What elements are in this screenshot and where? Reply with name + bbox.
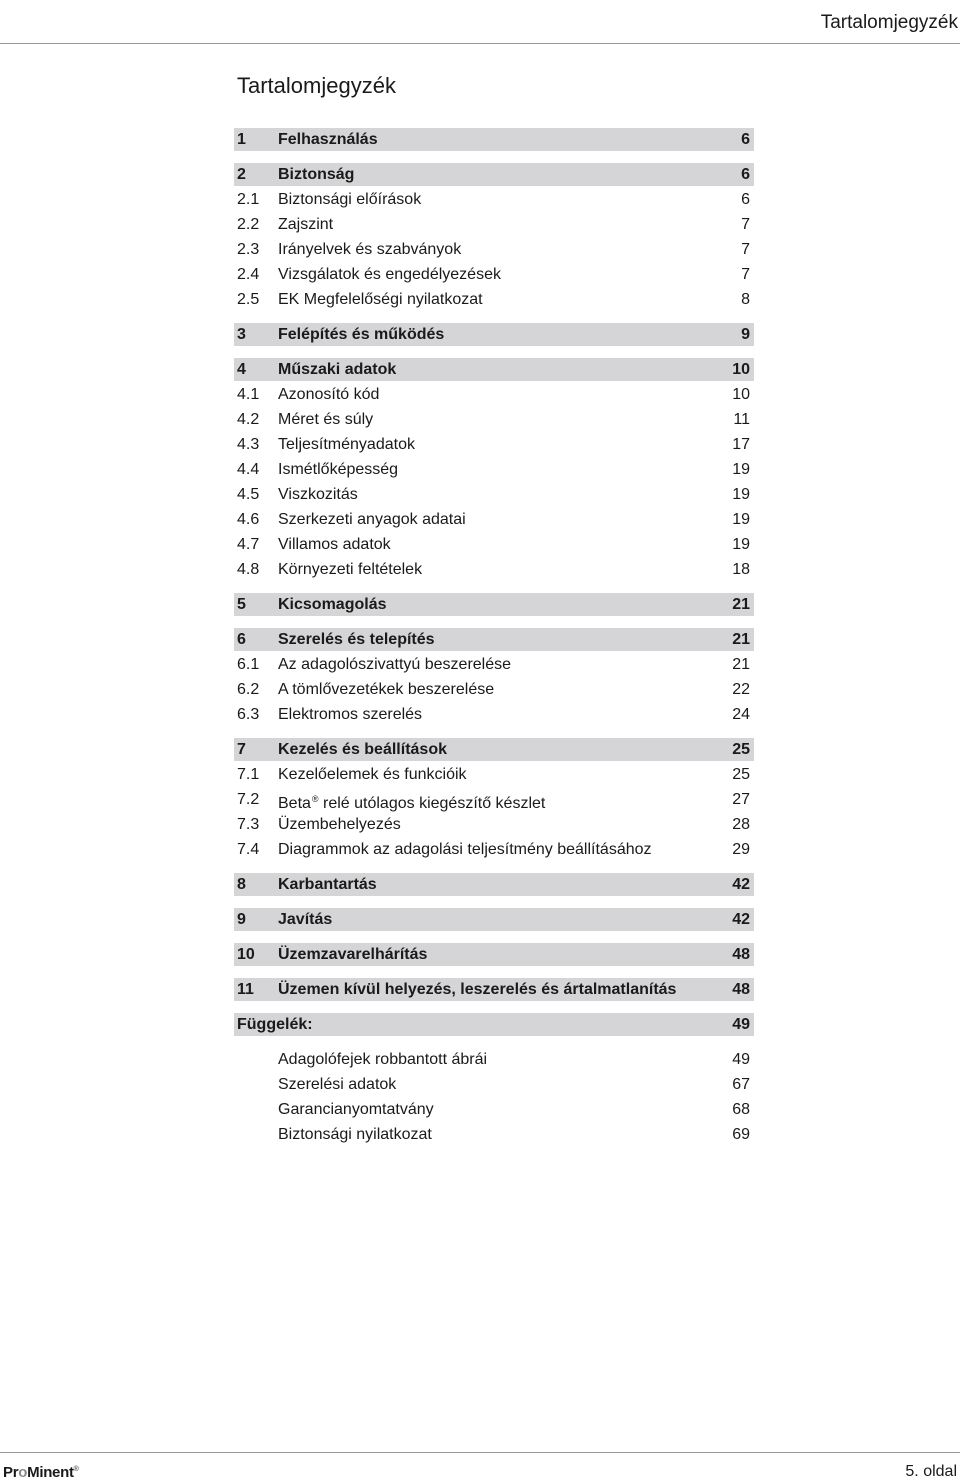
toc-entry-number: 4.4 <box>237 461 260 478</box>
toc-entry-label <box>278 508 466 531</box>
toc-entry-page: 6 <box>741 131 750 148</box>
toc-entry-label <box>278 323 444 346</box>
toc-entry-number: 4.1 <box>237 386 260 403</box>
toc-entry-label-text: Adagolófejek robbantott ábrái <box>278 1051 488 1068</box>
toc-entry-number: 7.1 <box>237 766 260 783</box>
toc-entry-number: 2.4 <box>237 266 260 283</box>
toc-section-row[interactable] <box>234 653 754 676</box>
toc-section-row[interactable] <box>234 238 754 261</box>
toc-chapter-row[interactable] <box>234 128 754 151</box>
toc-entry-label <box>278 943 427 966</box>
toc-entry-page: 49 <box>732 1016 750 1033</box>
toc-entry-page: 42 <box>732 911 750 928</box>
toc-chapter-row[interactable] <box>234 358 754 381</box>
toc-entry-label <box>278 483 358 506</box>
toc-entry-number: 6.1 <box>237 656 260 673</box>
toc-entry-label <box>278 813 401 836</box>
toc-entry-page: 67 <box>732 1076 750 1093</box>
toc-chapter-row[interactable] <box>234 1013 754 1036</box>
toc-chapter-row[interactable] <box>234 978 754 1001</box>
toc-entry-label-text: Felépítés és működés <box>278 326 445 343</box>
toc-entry-number: 4.8 <box>237 561 260 578</box>
toc-section-row[interactable] <box>234 383 754 406</box>
footer-divider <box>0 1452 960 1453</box>
toc-entry-number: 2 <box>237 166 246 183</box>
toc-entry-label-text: Elektromos szerelés <box>278 706 423 723</box>
toc-entry-number: 6 <box>237 631 246 648</box>
toc-entry-number: 7.2 <box>237 791 260 808</box>
toc-section-row[interactable] <box>234 1098 754 1121</box>
toc-entry-label <box>278 238 461 261</box>
toc-entry-number: 1 <box>237 131 246 148</box>
toc-entry-number: 7.4 <box>237 841 260 858</box>
toc-section-row[interactable] <box>234 213 754 236</box>
toc-entry-label-text: Függelék: <box>237 1016 313 1033</box>
toc-entry-label <box>278 288 483 311</box>
toc-chapter-row[interactable] <box>234 593 754 616</box>
toc-entry-label-text: Szerkezeti anyagok adatai <box>278 511 466 528</box>
toc-entry-page: 7 <box>741 216 750 233</box>
toc-entry-number: 7 <box>237 741 246 758</box>
toc-entry-label <box>278 558 422 581</box>
toc-entry-page: 21 <box>732 631 750 648</box>
toc-chapter-row[interactable] <box>234 873 754 896</box>
toc-entry-page: 17 <box>732 436 750 453</box>
toc-entry-label <box>278 978 676 1001</box>
toc-entry-label-text: Kicsomagolás <box>278 596 387 613</box>
toc-section-row[interactable] <box>234 288 754 311</box>
toc-entry-label <box>278 703 422 726</box>
toc-entry-number: 6.2 <box>237 681 260 698</box>
toc-entry-page: 29 <box>732 841 750 858</box>
toc-section-row[interactable] <box>234 788 754 811</box>
toc-entry-label-text: Biztonság <box>278 166 355 183</box>
toc-entry-label-text: Méret és súly <box>278 411 374 428</box>
toc-entry-page: 69 <box>732 1126 750 1143</box>
toc-entry-label <box>278 433 415 456</box>
toc-entry-number: 11 <box>237 981 254 998</box>
toc-entry-label-text: Viszkozitás <box>278 486 358 503</box>
toc-entry-page: 19 <box>732 511 750 528</box>
toc-entry-page: 19 <box>732 461 750 478</box>
toc-entry-label <box>278 763 467 786</box>
toc-entry-label-text: Biztonsági nyilatkozat <box>278 1126 432 1143</box>
toc-entry-label-text: Az adagolószivattyú beszerelése <box>278 656 512 673</box>
logo-text-part1: Pr <box>3 1464 19 1481</box>
toc-entry-page: 10 <box>732 386 750 403</box>
toc-entry-page: 7 <box>741 266 750 283</box>
toc-entry-label <box>278 128 378 151</box>
toc-entry-label-text: Biztonsági előírások <box>278 191 422 208</box>
toc-entry-label-text: Zajszint <box>278 216 334 233</box>
toc-entry-label <box>278 263 501 286</box>
toc-chapter-row[interactable] <box>234 738 754 761</box>
toc-entry-page: 6 <box>741 191 750 208</box>
toc-entry-number: 6.3 <box>237 706 260 723</box>
toc-entry-page: 48 <box>732 946 750 963</box>
toc-entry-page: 27 <box>732 791 750 808</box>
toc-section-row[interactable] <box>234 558 754 581</box>
logo-text-part3: Minent <box>27 1464 74 1481</box>
toc-entry-label-text: Műszaki adatok <box>278 361 397 378</box>
toc-entry-number: 4.2 <box>237 411 260 428</box>
toc-entry-page: 48 <box>732 981 750 998</box>
toc-entry-page: 28 <box>732 816 750 833</box>
toc-section-row[interactable] <box>234 263 754 286</box>
toc-entry-page: 18 <box>732 561 750 578</box>
toc-entry-label-text: EK Megfelelőségi nyilatkozat <box>278 291 483 308</box>
page-number: 5. oldal <box>905 1463 957 1480</box>
toc-section-row[interactable] <box>234 508 754 531</box>
toc-entry-page: 7 <box>741 241 750 258</box>
prominent-logo <box>3 1464 79 1481</box>
toc-entry-label <box>278 533 391 556</box>
toc-entry-number: 2.5 <box>237 291 260 308</box>
toc-entry-label <box>278 358 396 381</box>
toc-entry-label-text: A tömlővezetékek beszerelése <box>278 681 495 698</box>
toc-entry-label-text: Garancianyomtatvány <box>278 1101 434 1118</box>
toc-section-row[interactable] <box>234 483 754 506</box>
toc-entry-label <box>278 1123 432 1146</box>
page-title: Tartalomjegyzék <box>237 73 396 98</box>
toc-entry-number: 9 <box>237 911 246 928</box>
toc-entry-label-text: Irányelvek és szabványok <box>278 241 462 258</box>
toc-entry-label-text: Kezelés és beállítások <box>278 741 447 758</box>
toc-entry-number: 5 <box>237 596 246 613</box>
toc-entry-label <box>278 838 652 861</box>
toc-section-row[interactable] <box>234 678 754 701</box>
toc-entry-label-rest: relé utólagos kiegészítő készlet <box>318 795 546 812</box>
toc-entry-label <box>278 1098 434 1121</box>
toc-entry-number: 3 <box>237 326 246 343</box>
toc-entry-label-text: Szerelés és telepítés <box>278 631 435 648</box>
toc-section-row[interactable] <box>234 188 754 211</box>
toc-entry-label-text: Teljesítményadatok <box>278 436 415 453</box>
registered-mark: ® <box>311 794 319 804</box>
toc-entry-number: 8 <box>237 876 246 893</box>
toc-section-row[interactable] <box>234 533 754 556</box>
toc-entry-page: 21 <box>732 596 750 613</box>
logo-text-part2: o <box>18 1464 28 1481</box>
toc-entry-label <box>278 653 511 676</box>
toc-section-row[interactable] <box>234 1073 754 1096</box>
toc-entry-label-text: Üzemzavarelhárítás <box>278 946 428 963</box>
toc-entry-page: 21 <box>732 656 750 673</box>
toc-entry-label <box>278 163 354 186</box>
toc-section-row[interactable] <box>234 838 754 861</box>
toc-entry-page: 9 <box>741 326 750 343</box>
toc-entry-label-text: Ismétlőképesség <box>278 461 399 478</box>
toc-entry-label-text: Környezeti feltételek <box>278 561 423 578</box>
toc-entry-number: 2.1 <box>237 191 260 208</box>
toc-entry-label <box>278 408 373 431</box>
toc-section-row[interactable] <box>234 408 754 431</box>
toc-entry-page: 8 <box>741 291 750 308</box>
toc-section-row[interactable] <box>234 1123 754 1146</box>
logo-registered-mark: ® <box>73 1466 79 1473</box>
toc-entry-label-text: Javítás <box>278 911 333 928</box>
toc-entry-number: 2.3 <box>237 241 260 258</box>
toc-entry-label <box>278 788 545 815</box>
toc-entry-label-text: Villamos adatok <box>278 536 391 553</box>
toc-entry-label <box>278 628 435 651</box>
toc-entry-number: 2.2 <box>237 216 260 233</box>
toc-section-row[interactable] <box>234 703 754 726</box>
toc-section-row[interactable] <box>234 763 754 786</box>
toc-entry-page: 49 <box>732 1051 750 1068</box>
toc-entry-label <box>278 873 377 896</box>
toc-entry-page: 6 <box>741 166 750 183</box>
toc-entry-page: 19 <box>732 536 750 553</box>
toc-section-row[interactable] <box>234 813 754 836</box>
toc-entry-page: 11 <box>733 411 750 428</box>
toc-entry-label-text: Beta <box>278 795 311 812</box>
toc-entry-label <box>278 383 379 406</box>
toc-entry-label-text: Karbantartás <box>278 876 377 893</box>
toc-entry-page: 42 <box>732 876 750 893</box>
toc-section-row[interactable] <box>234 433 754 456</box>
toc-chapter-row[interactable] <box>234 163 754 186</box>
toc-chapter-row[interactable] <box>234 943 754 966</box>
toc-entry-label-text: Azonosító kód <box>278 386 380 403</box>
toc-entry-label-text: Diagrammok az adagolási teljesítmény beállításához <box>278 841 652 858</box>
toc-chapter-row[interactable] <box>234 908 754 931</box>
toc-entry-number: 10 <box>237 946 255 963</box>
toc-entry-label <box>278 738 447 761</box>
toc-entry-label-text: Kezelőelemek és funkcióik <box>278 766 467 783</box>
toc-entry-page: 10 <box>732 361 750 378</box>
toc-entry-number: 4.7 <box>237 536 260 553</box>
toc-entry-label-text: Szerelési adatok <box>278 1076 397 1093</box>
running-header-title: Tartalomjegyzék <box>820 12 958 33</box>
toc-entry-label-text: Felhasználás <box>278 131 378 148</box>
toc-entry-label <box>237 1013 313 1036</box>
header-divider <box>0 43 960 44</box>
toc-entry-label <box>278 1048 487 1071</box>
toc-entry-page: 22 <box>732 681 750 698</box>
toc-entry-label-text: Vizsgálatok és engedélyezések <box>278 266 501 283</box>
toc-entry-page: 25 <box>732 741 750 758</box>
toc-entry-label <box>278 213 333 236</box>
toc-entry-label <box>278 908 332 931</box>
toc-section-row[interactable] <box>234 1048 754 1071</box>
toc-entry-label <box>278 188 421 211</box>
toc-chapter-row[interactable] <box>234 628 754 651</box>
toc-chapter-row[interactable] <box>234 323 754 346</box>
toc-entry-number: 4.5 <box>237 486 260 503</box>
toc-entry-number: 4.3 <box>237 436 260 453</box>
toc-entry-label <box>278 458 398 481</box>
toc-entry-number: 7.3 <box>237 816 260 833</box>
toc-entry-page: 25 <box>732 766 750 783</box>
toc-entry-label <box>278 1073 396 1096</box>
toc-entry-label <box>278 593 386 616</box>
toc-entry-label-text: Üzemen kívül helyezés, leszerelés és ártalmatlanítás <box>278 981 677 998</box>
toc-entry-number: 4 <box>237 361 246 378</box>
toc-section-row[interactable] <box>234 458 754 481</box>
toc-entry-page: 24 <box>732 706 750 723</box>
toc-entry-label-text: Üzembehelyezés <box>278 816 401 833</box>
toc-entry-page: 68 <box>732 1101 750 1118</box>
toc-entry-page: 19 <box>732 486 750 503</box>
toc-entry-number: 4.6 <box>237 511 260 528</box>
toc-entry-label <box>278 678 494 701</box>
